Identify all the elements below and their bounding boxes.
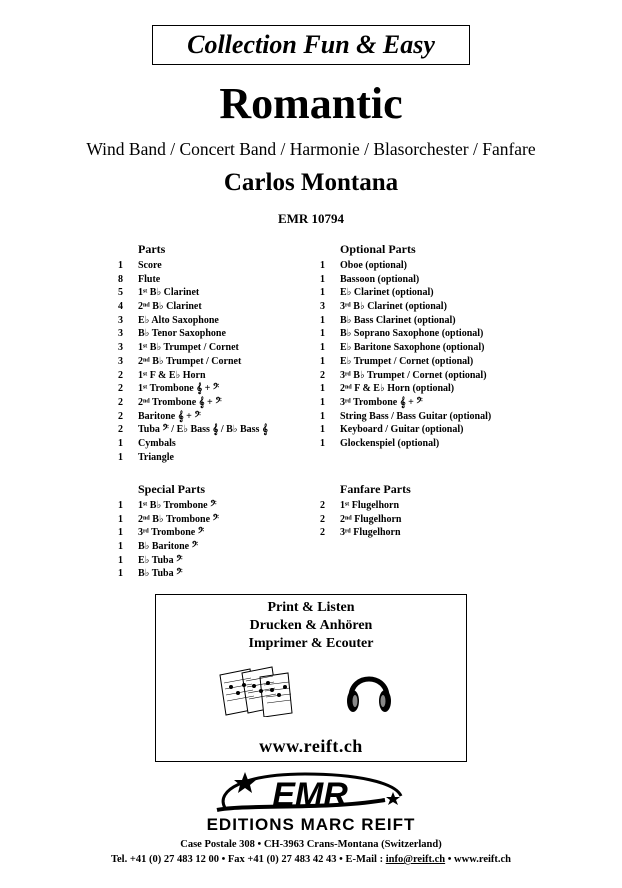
part-name: Bassoon (optional) — [340, 273, 420, 285]
part-name: 3ʳᵈ Trombone 𝄢 — [138, 527, 205, 539]
part-name: 1ˢᵗ B♭ Trombone 𝄢 — [138, 500, 217, 511]
part-name: Oboe (optional) — [340, 260, 407, 271]
part-quantity: 1 — [320, 342, 325, 354]
fanfare-parts-heading: Fanfare Parts — [340, 482, 411, 496]
part-item — [320, 273, 540, 287]
part-quantity: 1 — [118, 513, 123, 525]
part-item — [118, 327, 318, 341]
part-name: Cymbals — [138, 437, 176, 449]
part-quantity: 1 — [320, 437, 325, 449]
part-item — [320, 437, 540, 451]
part-item — [118, 286, 318, 300]
part-item — [118, 423, 318, 437]
part-quantity: 3 — [118, 314, 123, 326]
part-quantity: 3 — [118, 342, 123, 354]
sheet-music-icon — [216, 665, 294, 717]
optional-parts-heading: Optional Parts — [340, 242, 416, 256]
part-item — [118, 526, 318, 540]
part-quantity: 1 — [320, 410, 325, 422]
part-name: 3ʳᵈ B♭ Clarinet (optional) — [340, 301, 447, 313]
part-name: Triangle — [138, 451, 174, 463]
part-name: E♭ Baritone Saxophone (optional) — [340, 342, 485, 354]
part-item — [320, 499, 520, 513]
part-name: 1ˢᵗ Flugelhorn — [340, 500, 400, 511]
part-item — [320, 410, 540, 424]
part-quantity: 1 — [320, 396, 325, 408]
website-link[interactable]: www.reift.ch — [259, 736, 363, 756]
part-name: B♭ Baritone 𝄢 — [138, 541, 199, 553]
series-title: Collection Fun & Easy — [152, 25, 470, 65]
part-quantity: 1 — [118, 554, 123, 566]
part-item — [320, 327, 540, 341]
part-item — [118, 314, 318, 328]
part-item — [118, 300, 318, 314]
part-item — [118, 355, 318, 369]
part-quantity: 1 — [118, 568, 123, 580]
part-item — [320, 526, 520, 540]
part-quantity: 1 — [320, 383, 325, 395]
part-name: 1ˢᵗ B♭ Clarinet — [138, 287, 200, 299]
part-quantity: 1 — [320, 260, 325, 271]
part-name: Keyboard / Guitar (optional) — [340, 424, 464, 436]
part-item — [118, 396, 318, 410]
part-name: 3ʳᵈ B♭ Trumpet / Cornet (optional) — [340, 369, 487, 381]
composer: Carlos Montana — [223, 169, 399, 196]
parts-heading: Parts — [138, 242, 166, 256]
part-quantity: 8 — [118, 273, 123, 285]
part-item — [118, 499, 318, 513]
part-name: 3ʳᵈ Trombone 𝄞 + 𝄢 — [340, 396, 423, 408]
part-item — [118, 382, 318, 396]
email-link[interactable]: info@reift.ch — [385, 854, 446, 865]
part-quantity: 3 — [118, 328, 123, 340]
part-item — [320, 423, 540, 437]
part-name: E♭ Tuba 𝄢 — [138, 554, 183, 566]
part-name: Baritone 𝄞 + 𝄢 — [138, 410, 201, 422]
part-item — [320, 396, 540, 410]
part-quantity: 2 — [320, 500, 325, 511]
part-name: Glockenspiel (optional) — [340, 437, 440, 449]
part-quantity: 2 — [118, 383, 123, 395]
promo-line-en: Print & Listen — [267, 600, 355, 615]
part-item — [118, 273, 318, 287]
part-quantity: 2 — [118, 424, 123, 436]
part-name: Flute — [138, 273, 161, 285]
part-name: B♭ Soprano Saxophone (optional) — [340, 328, 484, 340]
part-name: 1ˢᵗ Trombone 𝄞 + 𝄢 — [138, 383, 220, 395]
part-quantity: 1 — [118, 541, 123, 553]
part-quantity: 5 — [118, 287, 123, 299]
part-name: Tuba 𝄢 / E♭ Bass 𝄞 / B♭ Bass 𝄞 — [138, 424, 268, 436]
part-name: E♭ Clarinet (optional) — [340, 287, 434, 299]
part-name: 1ˢᵗ B♭ Trumpet / Cornet — [138, 342, 239, 354]
part-quantity: 3 — [320, 301, 325, 313]
part-quantity: 1 — [118, 527, 123, 539]
part-item — [118, 513, 318, 527]
part-quantity: 1 — [320, 287, 325, 299]
part-item — [320, 369, 540, 383]
part-item — [320, 259, 540, 273]
part-name: B♭ Tuba 𝄢 — [138, 568, 183, 580]
part-name: 1ˢᵗ F & E♭ Horn — [138, 369, 206, 381]
part-name: E♭ Alto Saxophone — [138, 314, 219, 326]
instrumentation: Wind Band / Concert Band / Harmonie / Blasorchester / Fanfare — [86, 139, 536, 159]
fanfare-parts-list — [320, 499, 520, 540]
part-item — [320, 300, 540, 314]
optional-parts-list — [320, 259, 540, 451]
emr-logo — [205, 770, 415, 814]
part-item — [320, 286, 540, 300]
contact-phone-fax: Tel. +41 (0) 27 483 12 00 • Fax +41 (0) 27 483 42 43 • E-Mail : — [110, 854, 386, 865]
part-item — [118, 451, 318, 465]
part-quantity: 3 — [118, 355, 123, 367]
part-item — [118, 567, 318, 581]
part-name: 2ⁿᵈ B♭ Trumpet / Cornet — [138, 355, 242, 367]
part-quantity: 1 — [320, 314, 325, 326]
piece-title: Romantic — [219, 79, 403, 128]
part-quantity: 4 — [118, 301, 123, 313]
part-name: 2ⁿᵈ Trombone 𝄞 + 𝄢 — [138, 396, 222, 408]
part-name: 2ⁿᵈ B♭ Trombone 𝄢 — [138, 513, 219, 525]
headphones-icon — [344, 663, 394, 717]
part-name: Score — [138, 260, 162, 271]
part-quantity: 2 — [320, 513, 325, 525]
part-name: String Bass / Bass Guitar (optional) — [340, 410, 492, 422]
part-name: 2ⁿᵈ Flugelhorn — [340, 513, 402, 525]
part-item — [320, 314, 540, 328]
print-listen-box — [155, 594, 467, 762]
part-item — [118, 341, 318, 355]
part-item — [320, 355, 540, 369]
part-quantity: 1 — [320, 424, 325, 436]
part-name: 2ⁿᵈ F & E♭ Horn (optional) — [340, 383, 455, 395]
part-quantity: 2 — [118, 369, 123, 381]
svg-text:EMR: EMR — [272, 776, 348, 814]
part-quantity: 1 — [118, 451, 123, 463]
publisher-address: Case Postale 308 • CH-3963 Crans-Montana (Switzerland) — [180, 839, 442, 850]
special-parts-heading: Special Parts — [138, 482, 205, 496]
special-parts-list — [118, 499, 318, 581]
part-item — [118, 369, 318, 383]
part-quantity: 1 — [118, 437, 123, 449]
part-item — [320, 513, 520, 527]
part-quantity: 1 — [118, 260, 123, 271]
part-quantity: 1 — [320, 328, 325, 340]
part-item — [320, 382, 540, 396]
part-quantity: 2 — [320, 527, 325, 539]
part-item — [118, 540, 318, 554]
part-name: E♭ Trumpet / Cornet (optional) — [340, 355, 474, 367]
part-name: 2ⁿᵈ B♭ Clarinet — [138, 301, 202, 313]
part-item — [118, 410, 318, 424]
part-item — [118, 259, 318, 273]
part-item — [118, 554, 318, 568]
part-item — [320, 341, 540, 355]
part-quantity: 1 — [320, 355, 325, 367]
publisher-name: EDITIONS MARC REIFT — [206, 815, 416, 834]
part-quantity: 2 — [118, 410, 123, 422]
part-quantity: 1 — [320, 273, 325, 285]
part-name: B♭ Tenor Saxophone — [138, 328, 226, 340]
part-quantity: 2 — [118, 396, 123, 408]
part-name: 3ʳᵈ Flugelhorn — [340, 527, 401, 539]
catalog-number: EMR 10794 — [277, 211, 345, 226]
promo-line-de: Drucken & Anhören — [249, 618, 373, 633]
contact-website: • www.reift.ch — [445, 854, 512, 865]
part-quantity: 1 — [118, 500, 123, 511]
promo-line-fr: Imprimer & Ecouter — [248, 636, 374, 651]
parts-list — [118, 259, 318, 464]
part-item — [118, 437, 318, 451]
contact-line — [0, 853, 622, 866]
part-quantity: 2 — [320, 369, 325, 381]
part-name: B♭ Bass Clarinet (optional) — [340, 314, 456, 326]
